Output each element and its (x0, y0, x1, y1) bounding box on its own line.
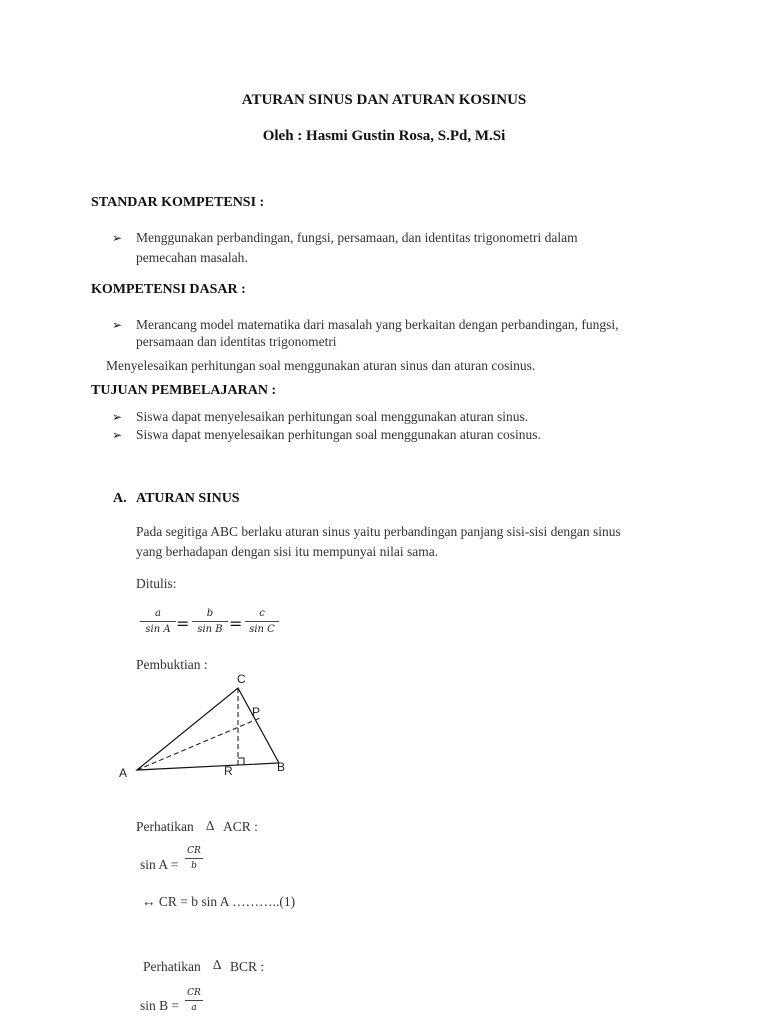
fraction-denominator: sin B (197, 624, 223, 635)
fraction-numerator: CR (187, 846, 201, 856)
kompetensi-line1: Merancang model matematika dari masalah yang berkaitan dengan perbandingan, fungsi, (136, 317, 619, 332)
sinB-lhs: sin B = (140, 998, 180, 1013)
triangle-abc (137, 688, 279, 770)
altitude-ap (137, 718, 260, 770)
fraction-bar (185, 1000, 203, 1001)
vertex-label-c: C (237, 672, 246, 686)
triangle-symbol-icon: ∆ (206, 818, 215, 833)
point-label-r: R (224, 764, 233, 778)
page-title: ATURAN SINUS DAN ATURAN KOSINUS (241, 92, 527, 108)
step-1: ↔ CR = b sin A ………..(1) (142, 894, 296, 909)
section-number: A. (113, 491, 127, 506)
fraction-denominator: sin C (249, 624, 275, 635)
ditulis-label: Ditulis: (136, 576, 177, 591)
fraction-cr-b (185, 846, 203, 871)
tujuan-item: Siswa dapat menyelesaikan perhitungan soal menggunakan aturan cosinus. (136, 427, 541, 442)
triangle-symbol-icon: ∆ (213, 957, 222, 972)
perhatikan-bcr: Perhatikan (143, 959, 201, 974)
sinA-lhs: sin A = (140, 857, 179, 872)
vertex-label-a: A (119, 766, 128, 780)
kompetensi-heading: KOMPETENSI DASAR : (91, 282, 246, 297)
tujuan-item: Siswa dapat menyelesaikan perhitungan soal menggunakan aturan sinus. (136, 409, 529, 424)
standar-line1: Menggunakan perbandingan, fungsi, persamaan, dan identitas trigonometri dalam (136, 230, 578, 245)
kompetensi-line2: persamaan dan identitas trigonometri (136, 334, 337, 349)
vertex-label-b: B (277, 760, 286, 774)
equals-sign: = (176, 614, 190, 633)
bullet-arrow-icon: ➢ (112, 410, 123, 424)
perhatikan-acr: Perhatikan (136, 819, 194, 834)
bullet-arrow-icon: ➢ (112, 318, 123, 332)
standar-heading: STANDAR KOMPETENSI : (91, 195, 265, 210)
fraction-denominator: b (191, 861, 197, 871)
fraction-denominator: sin A (145, 624, 171, 635)
kompetensi-extra: Menyelesaikan perhitungan soal menggunakan aturan sinus dan aturan cosinus. (106, 358, 536, 373)
section-para-line2: yang berhadapan dengan sisi itu mempunyai nilai sama. (136, 544, 439, 559)
fraction-numerator: c (259, 608, 265, 619)
fraction-numerator: a (155, 608, 161, 619)
author: Oleh : Hasmi Gustin Rosa, S.Pd, M.Si (262, 128, 506, 144)
bcr-label: BCR : (230, 959, 265, 974)
section-para-line1: Pada segitiga ABC berlaku aturan sinus yaitu perbandingan panjang sisi-sisi dengan sinus (136, 524, 621, 539)
bullet-arrow-icon: ➢ (112, 231, 123, 245)
standar-line2: pemecahan masalah. (136, 250, 248, 265)
equals-sign: = (229, 614, 243, 633)
section-title: ATURAN SINUS (136, 491, 240, 506)
bullet-arrow-icon: ➢ (112, 428, 123, 442)
fraction-cr-a (185, 988, 203, 1013)
acr-label: ACR : (223, 819, 258, 834)
fraction-denominator: a (191, 1003, 197, 1013)
fraction-bar (185, 858, 203, 859)
fraction-numerator: CR (187, 988, 201, 998)
point-label-p: P (252, 705, 261, 719)
tujuan-heading: TUJUAN PEMBELAJARAN : (91, 383, 277, 398)
pembuktian-label: Pembuktian : (136, 657, 208, 672)
right-angle-mark (238, 758, 244, 765)
fraction-numerator: b (206, 608, 214, 619)
